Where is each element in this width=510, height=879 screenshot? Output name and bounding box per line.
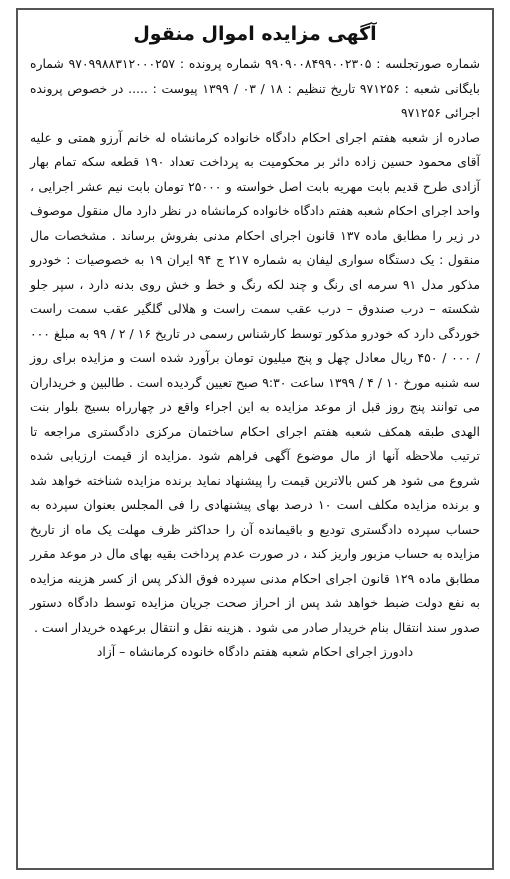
notice-title: آگهی مزایده اموال منقول (133, 23, 377, 45)
notice-header-line: شماره صورتجلسه : ۹۹۰۹۰۰۸۴۹۹۰۰۲۳۰۵ شماره پرونده : ۹۷۰۹۹۸۸۳۱۲۰۰۰۲۵۷ شماره بایگانی شعبه : ۹۷۱۲۵۶ تاریخ تنظیم : ۱۸ / ۰۳ / ۱۳۹۹ پیوست : ..... در خصوص پرونده اجرائی ۹۷۱۲۵۶ (30, 56, 480, 120)
notice-body (30, 52, 480, 640)
notice-signature: دادورز اجرای احکام شعبه هفتم دادگاه خانوده کرمانشاه – آزاد (96, 644, 414, 659)
notice-main-text: صادره از شعبه هفتم اجرای احکام دادگاه خانواده کرمانشاه له خانم آرزو همتی و علیه آقای محمود حسین زاده دائر بر محکومیت به پرداخت تعداد ۱۹۰ قطعه سکه تمام بهار آزادی طرح قدیم بابت مهریه بابت اصل خواسته و ۲۵۰۰۰ تومان بابت نیم عشر اجرایی ، واحد اجرای احکام شعبه هفتم دادگاه خانواده کرمانشاه در نظر دارد مال منقول موصوف در زیر را مطابق ماده ۱۳۷ قانون اجرای احکام مدنی بفروش برساند . مشخصات مال منقول : یک دستگاه سواری لیفان به شماره ۲۱۷ ج ۹۴ ایران ۱۹ به خصوصیات : خودرو مذکور مدل ۹۱ سرمه ای رنگ و چند لکه رنگ و خط و خش روی بدنه دارد ، سپر جلو شکسته – درب صندوق – درب عقب سمت راست و هلالی گلگیر عقب سمت راست خوردگی دارد که خودرو مذکور توسط کارشناس رسمی در تاریخ ۱۶ / ۲ / ۹۹ به مبلغ ۰۰۰ / ۰۰۰ / ۴۵۰ ریال معادل چهل و پنج میلیون تومان برآورد شده است و مزایده برای روز سه شنبه مورخ ۱۰ / ۴ / ۱۳۹۹ ساعت ۹:۳۰ صبح تعیین گردیده است . طالبین و خریداران می توانند پنج روز قبل از موعد مزایده به این اجراء واقع در چهارراه بسیج بلوار بنت الهدی طبقه همکف شعبه هفتم اجرای احکام ساختمان مرکزی دادگستری مراجعه تا ترتیب ملاحظه آنها از مال موضوع آگهی فراهم شود .مزایده از قیمت ارزیابی شده شروع می شود هر کس بالاترین قیمت را پیشنهاد نماید برنده مزایده شناخته خواهد شد و برنده مزایده مکلف است ۱۰ درصد بهای پیشنهادی را فی المجلس بعنوان سپرده به حساب سپرده دادگستری تودیع و باقیمانده آن را حداکثر ظرف مهلت یک ماه از تاریخ مزایده به حساب مزبور واریز کند ، در صورت عدم پرداخت بقیه بهای مال در موعد مقرر مطابق ماده ۱۲۹ قانون اجرای احکام مدنی سپرده فوق الذکر پس از کسر هزینه مزایده به نفع دولت ضبط خواهد شد پس از احراز صحت جریان مزایده توسط دادگاه دستور صدور سند انتقال بنام خریدار صادر می شود . هزینه نقل و انتقال برعهده خریدار است . (30, 129, 480, 635)
auction-notice (16, 8, 494, 870)
